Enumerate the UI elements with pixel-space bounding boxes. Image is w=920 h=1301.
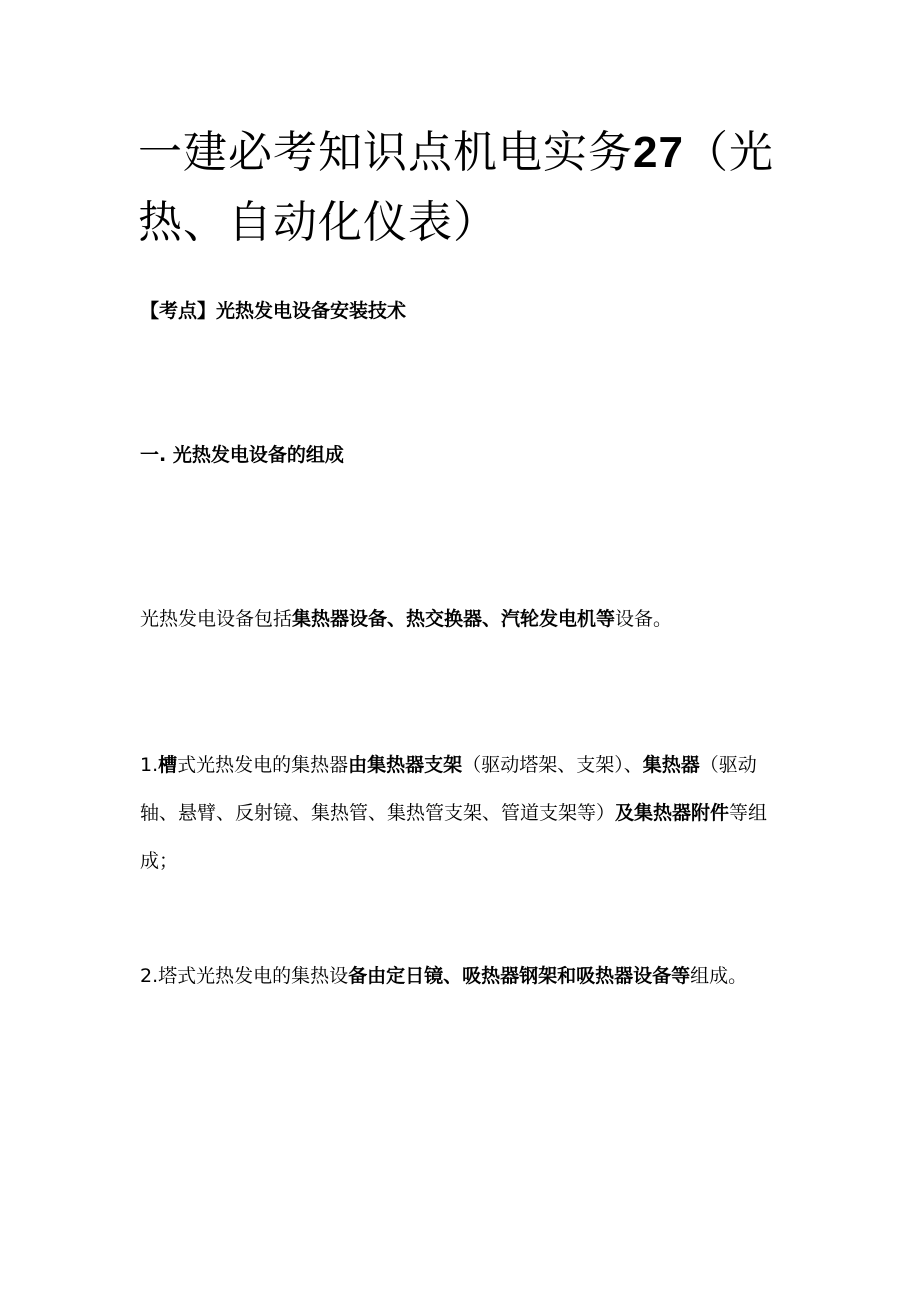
text-run: 式光热发电的集热器	[177, 754, 349, 776]
section-heading: 一. 光热发电设备的组成	[140, 444, 344, 466]
paragraph-trough-type	[140, 741, 780, 885]
text-run: 光热发电设备包括	[140, 608, 293, 630]
text-run: （驱动轴、悬臂、反射镜、集热管、集热管支架、管道支架等）	[140, 754, 757, 824]
text-run: 塔式光热发电的集热设	[158, 965, 349, 987]
bold-run: 及集热器附件	[615, 802, 730, 824]
bold-run: 集热器设备、热交换器、汽轮发电机等	[292, 608, 616, 630]
text-run: 设备。	[615, 608, 673, 630]
list-number: 1.	[140, 754, 159, 776]
paragraph-equipment-overview	[140, 604, 780, 634]
text-run: 组成。	[690, 965, 748, 987]
document-title	[138, 118, 778, 258]
list-number: 2.	[140, 965, 159, 987]
title-text-1: 一建必考知识点机电实务	[138, 127, 633, 178]
text-run: 等组成；	[140, 802, 768, 872]
bold-run: 备由定日镜、吸热器钢架和吸热器设备等	[348, 965, 691, 987]
exam-point-heading: 【考点】光热发电设备安装技术	[140, 300, 407, 322]
bold-run: 由集热器支架	[348, 754, 463, 776]
title-number: 27	[633, 128, 684, 177]
bold-run: 槽	[158, 754, 178, 776]
title-text-2: （光热、自动化仪表）	[138, 127, 774, 248]
bold-run: 集热器	[642, 754, 700, 776]
text-run: （驱动塔架、支架）、	[462, 754, 643, 776]
paragraph-tower-type	[140, 961, 780, 992]
